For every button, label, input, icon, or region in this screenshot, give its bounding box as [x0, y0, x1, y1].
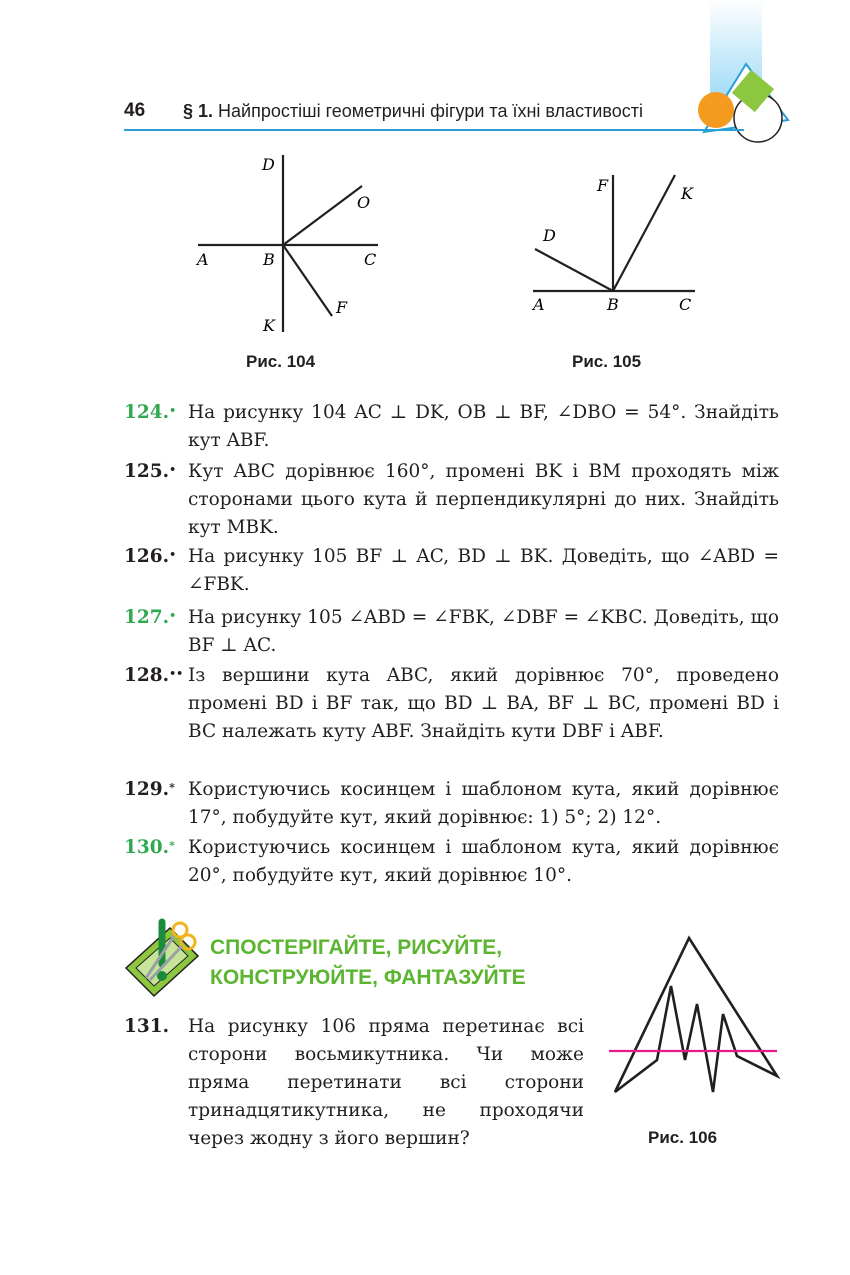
- label-d: D: [262, 155, 275, 174]
- page-number: 46: [124, 100, 146, 121]
- figure-105: [525, 165, 725, 320]
- problem-number: 127.•: [124, 607, 177, 628]
- problem-text: Кут ABC дорівнює 160°, промені BK і BM проходять між сторонами цього кута й перпендикулярні до них. Знайдіть кут MBK.: [188, 461, 779, 538]
- section-heading: [210, 933, 526, 993]
- label-b: B: [263, 250, 275, 269]
- problem-number: 128.••: [124, 665, 184, 686]
- problem-124: [124, 399, 779, 455]
- problem-127: [124, 604, 779, 660]
- label-k: K: [681, 184, 693, 203]
- label-a: A: [197, 250, 209, 269]
- problem-number: 126.•: [124, 546, 177, 567]
- header-rule: [124, 129, 744, 131]
- label-f: F: [597, 176, 609, 195]
- problem-text: Користуючись косинцем і шаблоном кута, який дорівнює 20°, побудуйте кут, який дорівнює 10°.: [188, 837, 779, 886]
- label-c: C: [679, 295, 692, 314]
- running-header: [183, 101, 643, 122]
- problem-text: Користуючись косинцем і шаблоном кута, який дорівнює 17°, побудуйте кут, який дорівнює: 1) 5°; 2) 12°.: [188, 779, 779, 828]
- label-o: O: [357, 193, 371, 212]
- caption-fig-104: Рис. 104: [246, 352, 316, 371]
- problem-number: 125.•: [124, 461, 177, 482]
- label-k: K: [263, 316, 275, 335]
- label-d: D: [543, 226, 556, 245]
- figure-106: [605, 932, 785, 1102]
- problem-text: На рисунку 105 BF ⊥ AC, BD ⊥ BK. Доведіть, що ∠ABD = ∠FBK.: [188, 546, 779, 595]
- section-heading-line-1: СПОСТЕРІГАЙТЕ, РИСУЙТЕ,: [210, 936, 503, 959]
- label-a: A: [533, 295, 545, 314]
- label-b: B: [607, 295, 619, 314]
- problem-number: 129.*: [124, 779, 175, 800]
- section-title: Найпростіші геометричні фігури та їхні властивості: [218, 101, 643, 121]
- problem-text: На рисунку 105 ∠ABD = ∠FBK, ∠DBF = ∠KBC. Доведіть, що BF ⊥ AC.: [188, 607, 779, 656]
- problem-126: [124, 543, 779, 599]
- problem-125: [124, 458, 779, 542]
- problem-128: [124, 662, 779, 746]
- problem-131: [124, 1013, 584, 1153]
- label-c: C: [364, 250, 377, 269]
- ray-bd: [535, 249, 613, 291]
- problem-text: На рисунку 106 пряма перетинає всі сторони восьмикутника. Чи може пряма перетинати всі сторони тринадцятикутника, не проходячи через жодну з його вершин?: [188, 1016, 584, 1149]
- problem-text: На рисунку 104 AC ⊥ DK, OB ⊥ BF, ∠DBO = 54°. Знайдіть кут ABF.: [188, 402, 779, 451]
- problem-number: 130.*: [124, 837, 175, 858]
- problem-number: 131.: [124, 1016, 170, 1037]
- caption-fig-106: Рис. 106: [648, 1128, 718, 1147]
- ray-bo: [283, 186, 362, 245]
- problem-text: Із вершини кута ABC, який дорівнює 70°, проведено промені BD і BF так, що BD ⊥ BA, BF ⊥ BC, промені BD і BC належать куту ABF. Знайдіть кути DBF і ABF.: [188, 665, 779, 742]
- ray-bf: [283, 245, 332, 316]
- ray-bk: [613, 175, 675, 291]
- label-f: F: [336, 298, 348, 317]
- problem-129: [124, 776, 779, 832]
- caption-fig-105: Рис. 105: [572, 352, 642, 371]
- octagon-shape: [615, 938, 777, 1092]
- problem-130: [124, 834, 779, 890]
- problem-number: 124.•: [124, 402, 177, 423]
- header-shapes-icon: [690, 60, 790, 150]
- section-mark: § 1.: [183, 101, 214, 121]
- tools-ruler-scissors-icon: [122, 918, 204, 1000]
- figure-104: [190, 150, 390, 340]
- section-heading-line-2: КОНСТРУЮЙТЕ, ФАНТАЗУЙТЕ: [210, 966, 526, 989]
